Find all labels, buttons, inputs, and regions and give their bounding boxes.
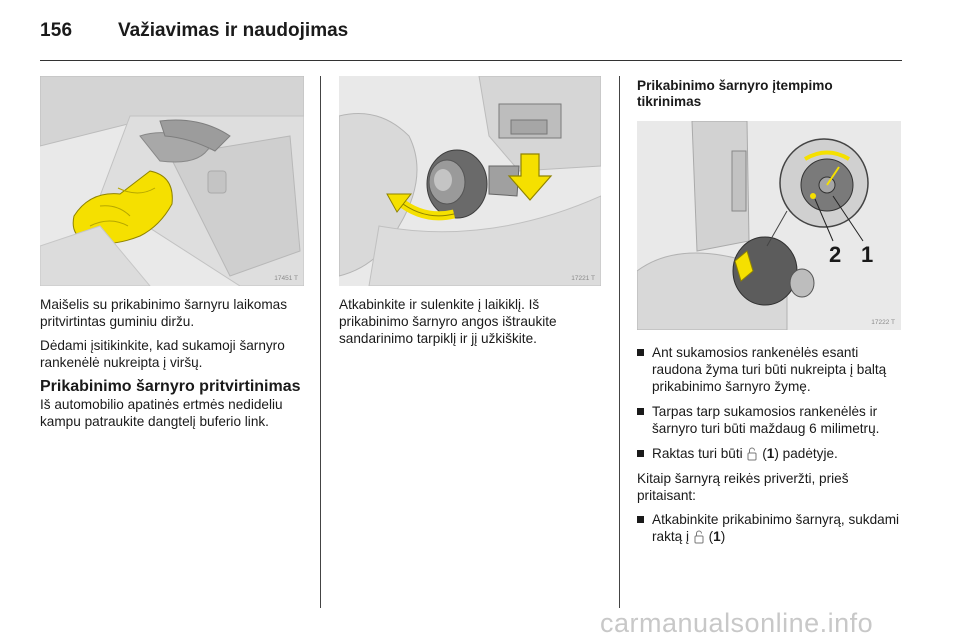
bullet-text: Ant sukamosios rankenėlės esanti raudona žyma turi būti nukreipta į baltą prikabinimo šarnyro žymę. <box>652 345 887 394</box>
figure-socket-cover <box>339 76 601 286</box>
position-number: 1 <box>766 446 775 461</box>
page-header <box>0 0 960 62</box>
trunk-illustration <box>40 76 304 286</box>
tension-illustration <box>637 121 901 330</box>
padlock-open-icon <box>747 447 757 461</box>
paragraph: Atkabinkite ir sulenkite į laikiklį. Iš prikabinimo šarnyro angos ištraukite sandarinimo tarpiklį ir jį užkiškite. <box>339 297 557 346</box>
bullet-item: Atkabinkite prikabinimo šarnyrą, sukdami raktą į (1) <box>637 511 901 545</box>
bullet-text: Atkabinkite prikabinimo šarnyrą, sukdami raktą į <box>652 512 900 544</box>
chapter-title: Važiavimas ir naudojimas <box>118 20 349 41</box>
paragraph: Dėdami įsitikinkite, kad sukamoji šarnyro rankenėlė nukreipta į viršų. <box>40 338 285 370</box>
figure-code: 17451 T <box>274 275 298 282</box>
callout-1: 1 <box>861 242 874 267</box>
column-divider-1 <box>320 76 321 608</box>
paragraph: Iš automobilio apatinės ertmės nedideliu kampu patraukite dangtelį buferio link. <box>40 397 283 429</box>
bullet-item <box>637 344 901 395</box>
socket-illustration <box>339 76 601 286</box>
figure-tension-check <box>637 121 901 330</box>
paragraph: Maišelis su prikabinimo šarnyru laikomas pritvirtintas guminiu diržu. <box>40 297 288 329</box>
header-divider <box>40 60 902 61</box>
paragraph: Kitaip šarnyrą reikės priveržti, prieš pritaisant: <box>637 471 849 503</box>
watermark: carmanualsonline.info <box>600 608 874 638</box>
bullet-item: Raktas turi būti (1) padėtyje. <box>637 445 901 462</box>
position-number: 1 <box>713 529 721 544</box>
figure-code: 17221 T <box>571 275 595 282</box>
bullet-text: Tarpas tarp sukamosios rankenėlės ir šarnyro turi būti maždaug 6 milimetrų. <box>652 404 880 436</box>
figure-code: 17222 T <box>871 319 895 326</box>
bullet-list <box>637 344 901 462</box>
column-1-text <box>40 296 310 437</box>
section-heading: Prikabinimo šarnyro įtempimo tikrinimas <box>637 78 833 109</box>
bullet-item <box>637 403 901 437</box>
bullet-text: padėtyje. <box>782 446 838 461</box>
column-3-text <box>637 344 901 553</box>
bullet-text: Raktas turi būti <box>652 446 743 461</box>
bullet-list <box>637 511 901 545</box>
figure-bag-in-trunk <box>40 76 304 286</box>
callout-2: 2 <box>829 242 842 267</box>
page-number: 156 <box>40 20 73 41</box>
column-divider-2 <box>619 76 620 608</box>
padlock-open-icon <box>694 530 704 544</box>
column-2-text <box>339 296 609 354</box>
section-heading: Prikabinimo šarnyro pritvirtinimas <box>40 378 301 395</box>
